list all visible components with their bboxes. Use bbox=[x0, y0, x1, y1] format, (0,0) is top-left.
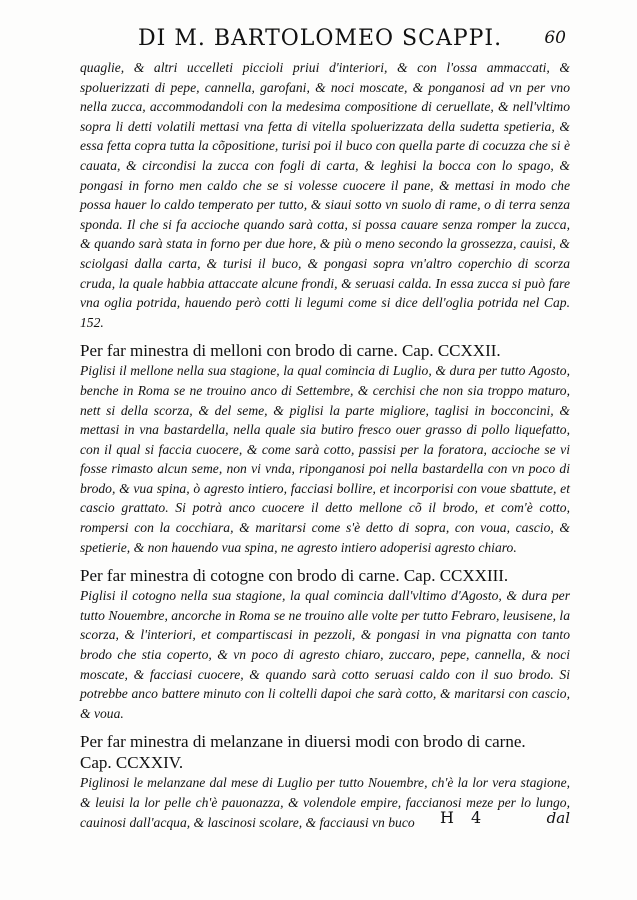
recipe-paragraph: Piglinosi le melanzane dal mese di Luglio per tutto Nouembre, ch'è la lor vera stagione, & leuisi la lor pelle ch'è pauonazza, & volendole empire, faccianosi meze per lo lungo, cauinosi dall'acqua, & lascinosi scolare, & facciausi vn buco bbox=[80, 775, 570, 830]
recipe-ccxxii bbox=[80, 340, 570, 557]
recipe-paragraph: Piglisi il mellone nella sua stagione, la qual comincia di Luglio, & dura per tutto Agosto, benche in Roma se ne trouino anco di Settembre, & cerchisi che non sia troppo maturo, nett si della scorza, & del seme, & piglisi la parte migliore, taglisi in bocconcini, & mettasi in vna bastardella, nella quale sia butiro fresco ouer grasso di pollo liquefatto, con il qual si faccia cuocere, & come sarà cotto, passisi per la foratora, accioche se vi fosse rimasto alcun seme, non vi vnda, riponganosi poi nella bastardella con vn poco di brodo, & vua spina, ò agresto intiero, facciasi bollire, et incorporisi con voue sbattute, et cascio grattato. Si potrà anco cuocere il detto mellone cõ il brodo, et com'è cotto, rompersi con la cocchiara, & maritarsi come s'è detto di sopra, con voua, cascio, & spetierie, & non hauendo vua spina, ne agresto intiero adoperisi agresto chiaro. bbox=[80, 363, 570, 555]
catchword: dal bbox=[546, 809, 570, 827]
page-footer bbox=[440, 808, 570, 830]
recipe-heading: Per far minestra di melanzane in diuersi modi con brodo di carne. bbox=[80, 732, 526, 752]
page-header bbox=[96, 26, 566, 58]
recipe-paragraph: Piglisi il cotogno nella sua stagione, la qual comincia dall'vltimo d'Agosto, & dura per tutto Nouembre, ancorche in Roma se ne trouino alle volte per tutto Febraro, leusisene, la scorza, & l'interiori, et compartiscasi in pezzoli, & pongasi in vna pignatta con tanto brodo che stia coperto, & vn poco di agresto chiaro, zuccaro, pepe, cannella, & noci moscate, & facciasi cuocere, & quando sarà cotto seruasi caldo con il suo brodo. Si potrebbe anco battere minuto con li coltelli dapoi che sarà cotto, & maritarsi con cascio, & voua. bbox=[80, 588, 570, 721]
signature-mark: H 4 bbox=[440, 808, 488, 827]
recipe-heading: Per far minestra di cotogne con brodo di carne. Cap. CCXXIII. bbox=[80, 566, 509, 586]
continued-paragraph: quaglie, & altri uccelleti piccioli priui d'interiori, & con l'ossa ammaccati, & spoluerizzati di pepe, cannella, garofani, & noci moscate, & ponganosi ad vn per vno nella zucca, accommodandoli con la medesima compositione di ceruellate, & nell'vltimo sopra li detti volatili mettasi vna fetta di vitella spoluerizzata della sudetta spetieria, & essa fetta copra tutta la cõpositione, turisi poi il buco con quella parte di cocuzza che si è cauata, & circondisi la zucca con fogli di carta, & leghisi la bocca con lo spago, & pongasi in forno men caldo che se si volesse cuocere il pane, & mettasi in modo che possa hauer lo caldo temperato per tutto, & siaui sotto vn suolo di rame, o di terra senza sponda. Il che si fa accioche quando sarà cotta, si possa cauare senza romper la zucca, & quando sarà stata in forno per due hore, & più o meno secondo la grossezza, cauisi, & sciolgasi dalla carta, & turisi il buco, & pongasi sopra vn'altro coperchio di scorza cruda, la quale habbia attaccate alcune frondi, & seruasi calda. In essa zucca si può fare vna oglia potrida, hauendo però cotti li legumi come si dice dell'oglia potrida nel Cap. 152. bbox=[80, 60, 570, 330]
page-number: 60 bbox=[544, 28, 566, 48]
running-head: DI M. BARTOLOMEO SCAPPI. bbox=[138, 26, 503, 51]
page-body bbox=[80, 58, 570, 832]
recipe-heading: Per far minestra di melloni con brodo di carne. Cap. CCXXII. bbox=[80, 341, 501, 361]
recipe-chapter-number: Cap. CCXXIV. bbox=[80, 753, 184, 773]
recipe-ccxxiii bbox=[80, 565, 570, 723]
continued-recipe-block bbox=[80, 58, 570, 332]
